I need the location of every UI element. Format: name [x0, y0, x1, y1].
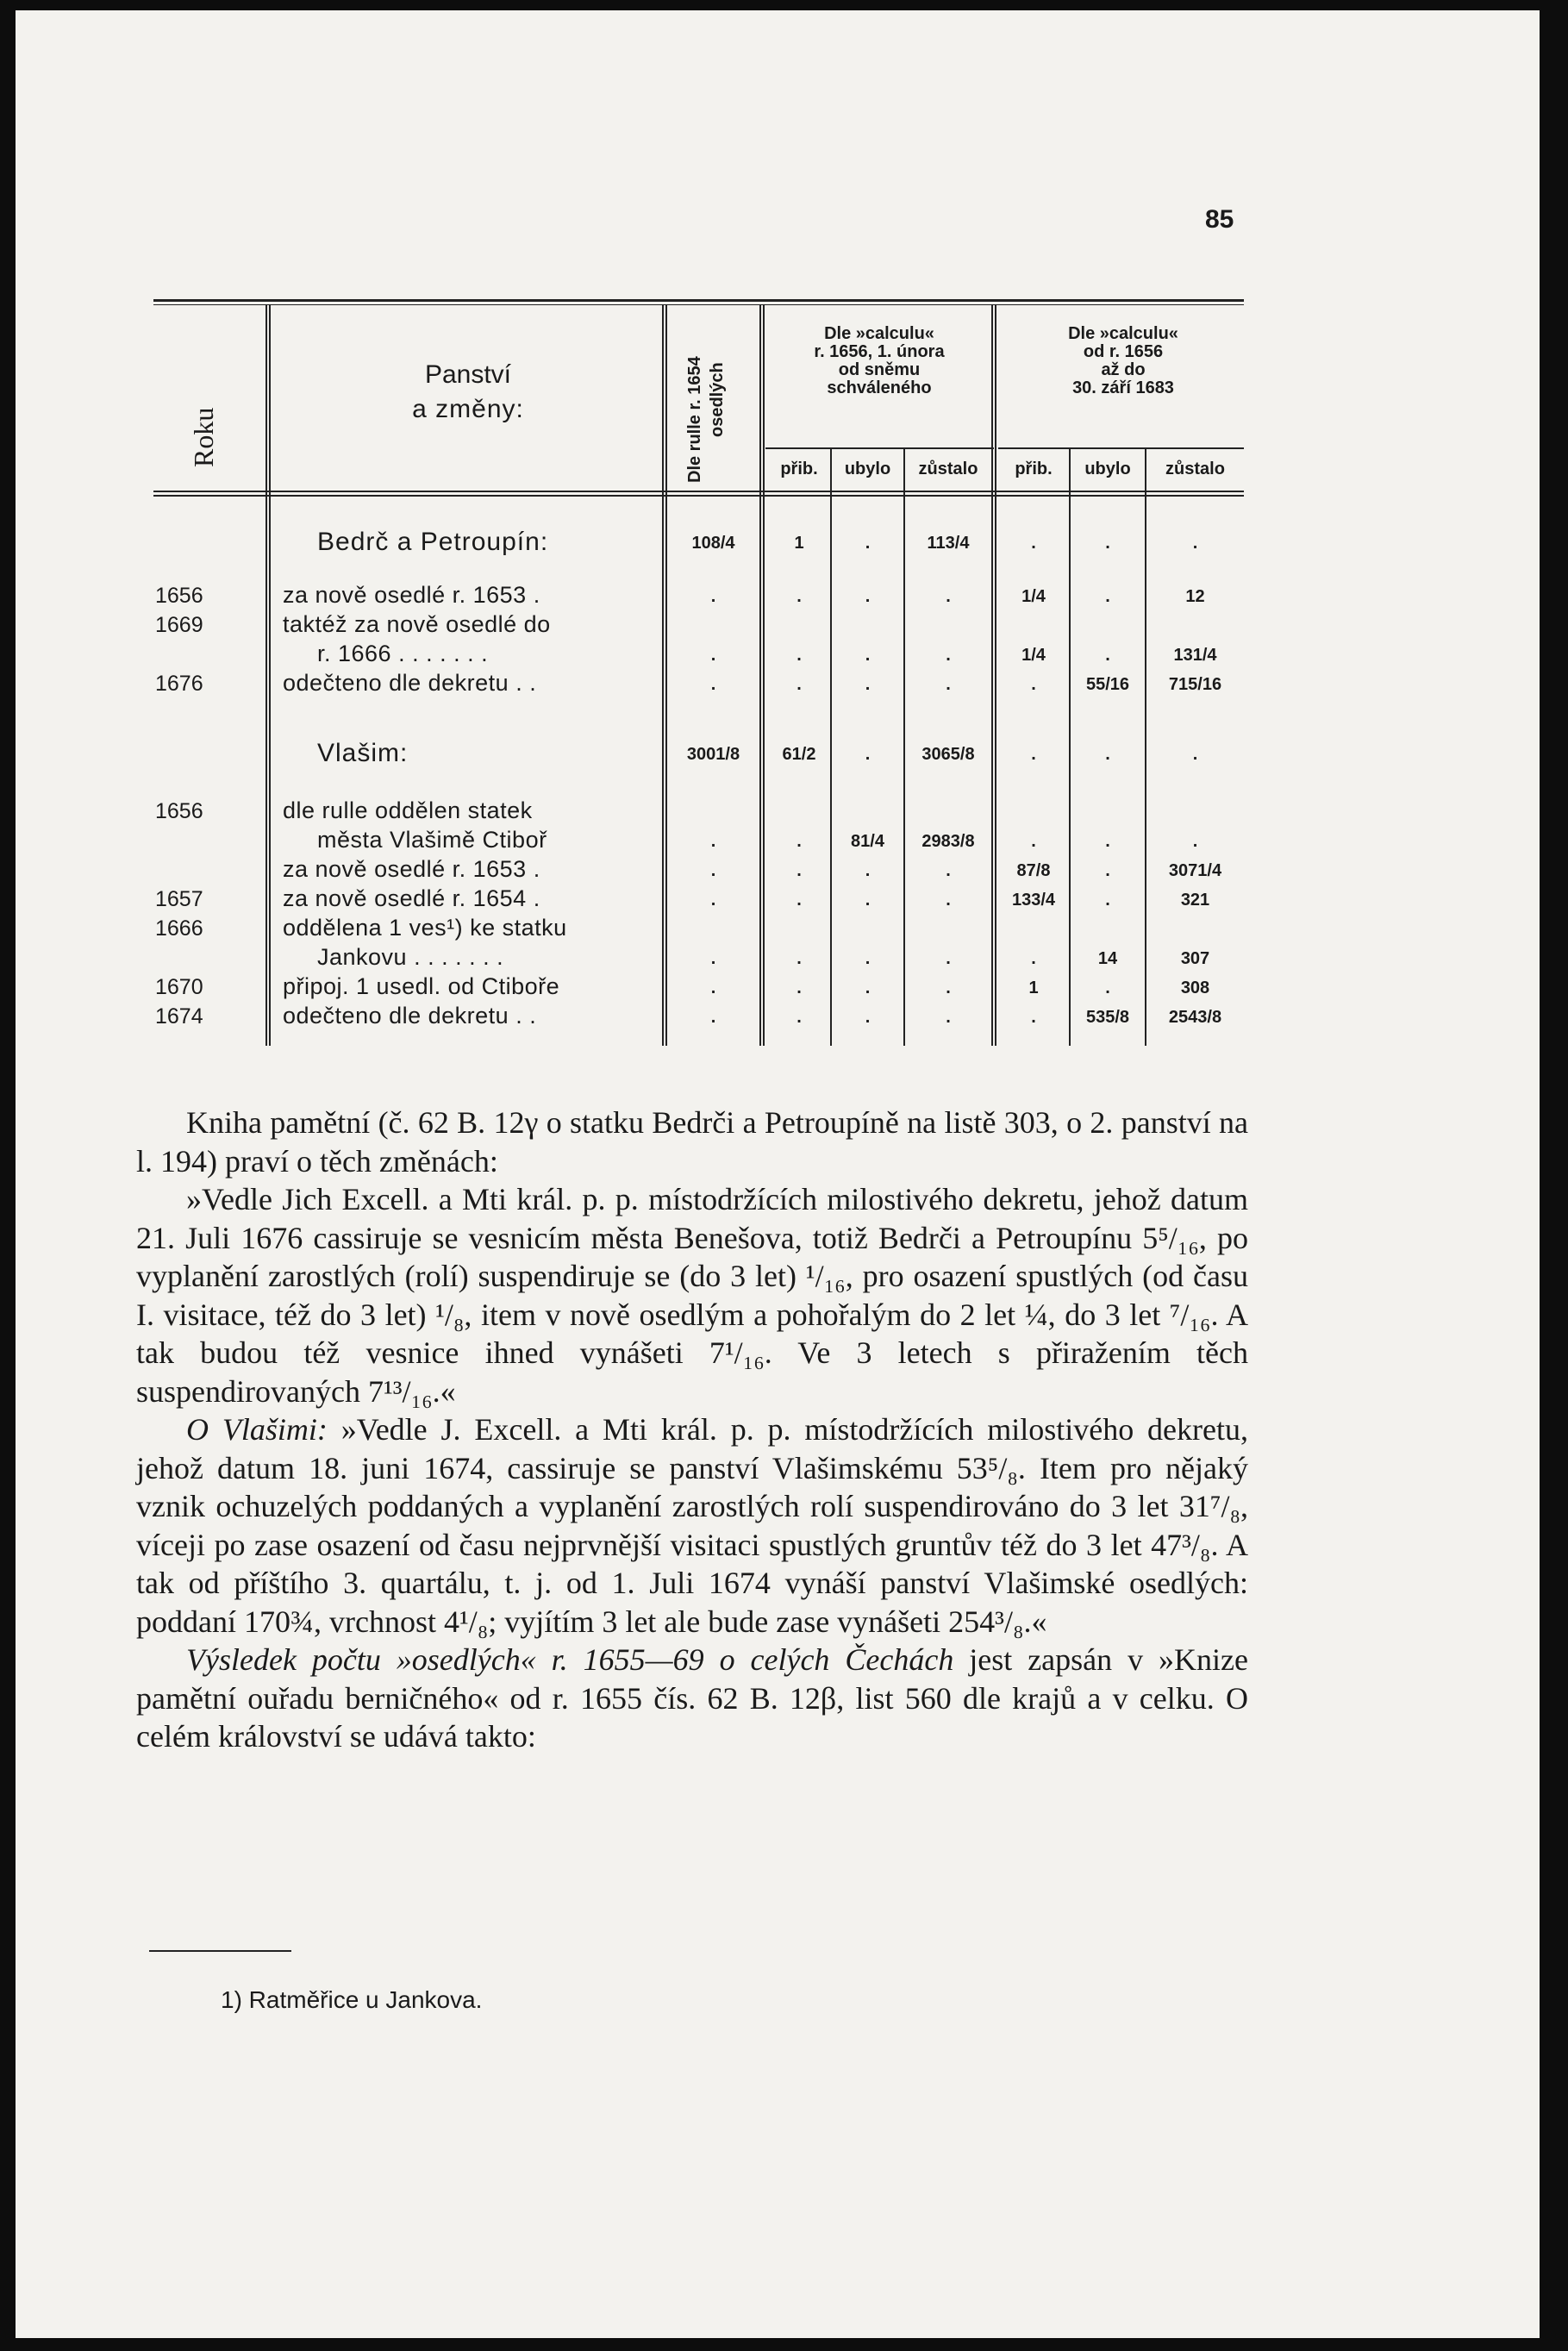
- row-value: .: [796, 861, 802, 880]
- row-label: odečteno dle dekretu . .: [283, 1003, 537, 1029]
- row-label: za nově osedlé r. 1654 .: [283, 885, 540, 911]
- row-value: 535/8: [1085, 1008, 1130, 1027]
- header-g1-zustalo: zůstalo: [918, 460, 978, 478]
- page-number: 85: [1205, 205, 1234, 234]
- row-label: oddělena 1 ves¹) ke statku: [283, 915, 567, 941]
- row-value: .: [710, 832, 716, 851]
- row-value: .: [946, 949, 951, 968]
- summary-value: .: [1031, 745, 1036, 764]
- row-value: 2543/8: [1168, 1008, 1222, 1027]
- summary-value: 1: [794, 534, 804, 553]
- row-value: 715/16: [1168, 675, 1222, 694]
- row-value: .: [1192, 832, 1198, 851]
- header-rulle-2: osedlých: [708, 362, 727, 437]
- header-g1-ubylo: ubylo: [844, 460, 891, 478]
- footnote-rule: [149, 1950, 291, 1952]
- row-value: 1/4: [1021, 646, 1046, 665]
- header-group1-line: Dle »calculu«: [824, 324, 934, 343]
- row-value: .: [710, 646, 716, 665]
- row-value: .: [946, 891, 951, 910]
- header-group2-line: Dle »calculu«: [1068, 324, 1178, 343]
- row-value: 55/16: [1085, 675, 1130, 694]
- row-label: za nově osedlé r. 1653 .: [283, 582, 540, 608]
- group2-sub-rule: [998, 447, 1244, 449]
- header-group1: [767, 325, 991, 397]
- table-top-rule-2: [153, 304, 1244, 305]
- paragraph-3: [136, 1410, 1248, 1641]
- row-value: 308: [1180, 979, 1210, 997]
- row-value: .: [946, 675, 951, 694]
- paragraph-3-lead: O Vlašimi:: [186, 1412, 328, 1447]
- row-year: 1656: [155, 799, 203, 823]
- row-value: .: [710, 949, 716, 968]
- col-divider-rulle: [759, 304, 765, 1046]
- row-value: 14: [1097, 949, 1118, 968]
- row-value: .: [710, 979, 716, 997]
- row-value: .: [865, 646, 871, 665]
- row-value: 12: [1185, 587, 1205, 606]
- row-value: .: [796, 646, 802, 665]
- paragraph-4: [136, 1641, 1248, 1756]
- row-value: .: [865, 979, 871, 997]
- row-value: 1: [1028, 979, 1039, 997]
- row-value: .: [946, 587, 951, 606]
- row-value: 1/4: [1021, 587, 1046, 606]
- row-value: .: [1031, 949, 1036, 968]
- row-value: .: [865, 891, 871, 910]
- row-value: .: [710, 587, 716, 606]
- row-label: odečteno dle dekretu . .: [283, 670, 537, 696]
- row-value: .: [710, 891, 716, 910]
- summary-value: .: [1105, 745, 1110, 764]
- row-value: .: [710, 675, 716, 694]
- row-value: .: [796, 675, 802, 694]
- section-title-bedrc: Bedrč a Petroupín:: [317, 528, 549, 556]
- row-value: 87/8: [1016, 861, 1051, 880]
- header-panstvi-2: a změny:: [412, 395, 524, 423]
- row-value: .: [1031, 1008, 1036, 1027]
- row-label: města Vlašimě Ctiboř: [317, 827, 547, 853]
- row-value: .: [946, 1008, 951, 1027]
- header-g1-prib: přib.: [780, 460, 818, 478]
- header-bottom-rule-2: [153, 495, 1244, 497]
- footnote: 1) Ratměřice u Jankova.: [221, 1986, 483, 2013]
- summary-value: .: [1192, 745, 1198, 764]
- row-value: .: [710, 861, 716, 880]
- row-year: 1656: [155, 584, 203, 608]
- summary-value: 113/4: [927, 534, 970, 553]
- row-value: .: [710, 1008, 716, 1027]
- header-group2-line: 30. září 1683: [1072, 378, 1174, 397]
- row-value: .: [946, 979, 951, 997]
- row-value: .: [1105, 861, 1110, 880]
- group1-sub-rule: [765, 447, 994, 449]
- row-value: .: [1105, 587, 1110, 606]
- row-value: .: [1031, 832, 1036, 851]
- row-label: Jankovu . . . . . . .: [317, 944, 504, 970]
- row-value: .: [946, 861, 951, 880]
- paragraph-3-text: »Vedle J. Excell. a Mti král. p. p. místodržících milostivého dekretu, jehož datum 18. juni 1674, cassiruje se panství Vlašimskému 53⁵/₈. Item pro nějaký vznik ochuzelých poddaných a vyplanění zarostlých rolí suspendirováno do 3 let 31⁷/₈, víceji po zase osazení od času nejprvnější visitaci spustlých gruntův též do 3 let 47³/₈. A tak od příštího 3. quartálu, t. j. od 1. Juli 1674 vynáší panství Vlašimské osedlých: poddaní 170¾, vrchnost 4¹/₈; vyjítím 3 let ale bude zase vynášeti 254³/₈.«: [136, 1412, 1248, 1639]
- row-value: .: [1031, 675, 1036, 694]
- row-value: .: [1105, 979, 1110, 997]
- row-value: .: [946, 646, 951, 665]
- row-year: 1674: [155, 1004, 203, 1029]
- col-divider-roku: [265, 304, 271, 1046]
- page: [16, 10, 1540, 2338]
- row-value: .: [796, 891, 802, 910]
- row-year: 1666: [155, 916, 203, 941]
- row-value: .: [1105, 891, 1110, 910]
- row-value: .: [1105, 646, 1110, 665]
- summary-value: .: [865, 745, 871, 764]
- header-bottom-rule: [153, 491, 1244, 492]
- row-value: .: [796, 1008, 802, 1027]
- row-value: .: [865, 1008, 871, 1027]
- header-rulle-1: Dle rulle r. 1654: [685, 356, 704, 483]
- summary-value: .: [865, 534, 871, 553]
- row-year: 1657: [155, 887, 203, 911]
- row-value: .: [865, 675, 871, 694]
- row-value: 2983/8: [921, 832, 975, 851]
- header-g2-ubylo: ubylo: [1084, 460, 1131, 478]
- summary-value: .: [1105, 534, 1110, 553]
- col-divider-groups: [991, 304, 996, 1046]
- row-value: 133/4: [1011, 891, 1056, 910]
- header-g2-zustalo: zůstalo: [1165, 460, 1225, 478]
- row-value: .: [865, 861, 871, 880]
- summary-value: 3001/8: [686, 745, 740, 764]
- paragraph-4-text: jest zapsán v »Knize pamětní ouřadu berničného« od r. 1655 čís. 62 B. 12β, list 560 dle krajů a v celku. O celém království se udává takto:: [136, 1642, 1248, 1754]
- header-g2-prib: přib.: [1015, 460, 1053, 478]
- row-value: .: [796, 587, 802, 606]
- summary-value: 61/2: [782, 745, 816, 764]
- row-year: 1669: [155, 613, 203, 637]
- row-value: .: [865, 587, 871, 606]
- row-value: .: [796, 979, 802, 997]
- summary-value: 3065/8: [921, 745, 975, 764]
- row-label: dle rulle oddělen statek: [283, 797, 533, 823]
- summary-value: 108/4: [691, 534, 735, 553]
- header-group1-line: schváleného: [827, 378, 932, 397]
- row-value: 321: [1180, 891, 1210, 910]
- row-value: 131/4: [1173, 646, 1217, 665]
- summary-value: .: [1031, 534, 1036, 553]
- paragraph-1: Kniha pamětní (č. 62 B. 12γ o statku Bedrči a Petroupíně na listě 303, o 2. panství na l. 194) praví o těch změnách:: [136, 1105, 1248, 1179]
- row-value: 307: [1180, 949, 1210, 968]
- header-group2-line: od r. 1656: [1083, 342, 1164, 361]
- row-value: .: [865, 949, 871, 968]
- header-panstvi-1: Panství: [424, 360, 512, 389]
- row-label: za nově osedlé r. 1653 .: [283, 856, 540, 882]
- header-roku: Roku: [188, 407, 219, 467]
- row-value: 81/4: [851, 832, 884, 851]
- row-value: 3071/4: [1168, 861, 1222, 880]
- row-value: .: [1105, 832, 1110, 851]
- row-label: taktéž za nově osedlé do: [283, 611, 551, 637]
- row-label: připoj. 1 usedl. od Ctiboře: [283, 973, 560, 999]
- paragraph-2: »Vedle Jich Excell. a Mti král. p. p. místodržících milostivého dekretu, jehož datum 21. Juli 1676 cassiruje se vesnicím města Benešova, totiž Bedrči a Petroupínu 5⁵/₁₆, po vyplanění zarostlých (rolí) suspendiruje se (do 3 let) ¹/₁₆, pro osazení spustlých (od času I. visitace, též do 3 let) ¹/₈, item v nově osedlým a pohořalým do 2 let ¼, do 3 let ⁷/₁₆. A tak budou též vesnice ihned vynášeti 7¹/₁₆. Ve 3 letech s přiražením těch suspendirovaných 7¹³/₁₆.«: [136, 1182, 1248, 1409]
- table-top-rule: [153, 299, 1244, 302]
- header-group1-line: r. 1656, 1. února: [814, 342, 945, 361]
- row-value: .: [796, 832, 802, 851]
- body-text: [136, 1104, 1248, 1756]
- row-year: 1670: [155, 975, 203, 999]
- data-table: [153, 299, 1244, 1049]
- header-group1-line: od sněmu: [838, 360, 921, 379]
- section-title-vlasim: Vlašim:: [317, 739, 409, 767]
- paragraph-4-lead: Výsledek počtu »osedlých« r. 1655—69 o celých Čechách: [186, 1642, 954, 1677]
- row-value: .: [796, 949, 802, 968]
- row-label: r. 1666 . . . . . . .: [317, 641, 489, 666]
- summary-value: .: [1192, 534, 1198, 553]
- row-year: 1676: [155, 672, 203, 696]
- header-group2: [1003, 325, 1244, 397]
- header-group2-line: až do: [1101, 360, 1146, 379]
